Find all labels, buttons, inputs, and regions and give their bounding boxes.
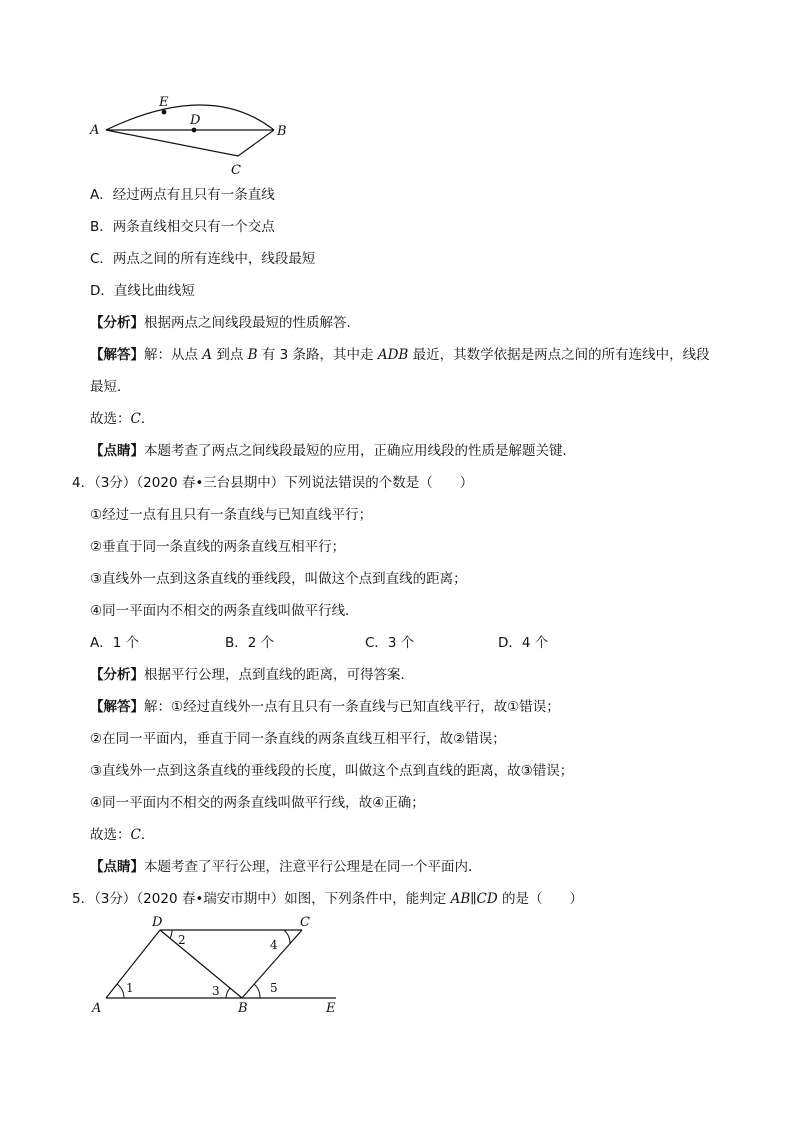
q3-option-a: A．经过两点有且只有一条直线 — [90, 187, 275, 203]
q4-answer-line4: ④同一平面内不相交的两条直线叫做平行线，故④正确； — [90, 795, 425, 811]
q4-option-d: D．4 个 — [498, 635, 549, 651]
q5-stem-pre: 5．（3分）（2020 春•瑞安市期中）如图，下列条件中，能判定 — [72, 891, 451, 907]
q4-stem: 4．（3分）（2020 春•三台县期中）下列说法错误的个数是（ ） — [72, 475, 474, 491]
q4-option-a: A．1 个 — [90, 635, 140, 651]
figure-adb-paths — [80, 90, 310, 180]
comment-text: 本题考查了平行公理，注意平行公理是在同一个平面内． — [144, 859, 482, 875]
label-D: D — [190, 113, 201, 128]
comment-tag: 【点睛】 — [90, 859, 144, 875]
analysis-tag: 【分析】 — [90, 315, 144, 331]
q5-stem-post: 的是（ ） — [497, 891, 583, 907]
q4-option-c: C．3 个 — [365, 635, 415, 651]
angle-1: 1 — [126, 981, 134, 995]
analysis-tag: 【分析】 — [90, 667, 144, 683]
label-B: B — [238, 1001, 248, 1016]
label-E: E — [159, 95, 169, 110]
choice-end: ． — [140, 827, 155, 843]
answer-tag: 【解答】 — [90, 347, 144, 363]
answer-line1: 解：①经过直线外一点有且只有一条直线与已知直线平行，故①错误； — [144, 699, 560, 715]
choice-label: 故选： — [90, 827, 131, 843]
choice-value: C — [130, 827, 141, 843]
analysis-text: 根据平行公理，点到直线的距离，可得答案． — [144, 667, 414, 683]
label-A: A — [92, 1001, 102, 1016]
q4-statement-1: ①经过一点有且只有一条直线与已知直线平行； — [90, 507, 373, 523]
label-E: E — [326, 1001, 336, 1016]
comment-tag: 【点睛】 — [90, 443, 144, 459]
q4-analysis — [90, 665, 414, 685]
q4-statement-3: ③直线外一点到这条直线的垂线段，叫做这个点到直线的距离； — [90, 571, 467, 587]
q3-option-b: B．两条直线相交只有一个交点 — [90, 219, 275, 235]
answer-text-part: 最近，其数学依据是两点之间的所有连线中，线段 — [408, 347, 710, 363]
math-var: A — [202, 347, 213, 363]
label-A: A — [90, 123, 100, 138]
q5-stem-math: AB∥CD — [450, 891, 498, 907]
answer-text-part: 解：从点 — [144, 347, 203, 363]
angle-5: 5 — [270, 981, 278, 995]
q4-statement-2: ②垂直于同一条直线的两条直线互相平行； — [90, 539, 346, 555]
q3-analysis — [90, 313, 360, 333]
q3-option-d: D．直线比曲线短 — [90, 283, 195, 299]
answer-tag: 【解答】 — [90, 699, 144, 715]
q3-answer-line2: 最短． — [90, 379, 131, 395]
choice-value: C — [130, 411, 141, 427]
q4-options — [90, 633, 690, 653]
angle-3: 3 — [212, 984, 220, 998]
comment-text: 本题考查了两点之间线段最短的应用，正确应用线段的性质是解题关键． — [144, 443, 576, 459]
q4-comment — [90, 857, 482, 877]
q4-statement-4: ④同一平面内不相交的两条直线叫做平行线． — [90, 603, 359, 619]
angle-4: 4 — [270, 938, 278, 952]
q4-choice — [90, 825, 154, 845]
q5-stem — [72, 889, 583, 909]
choice-label: 故选： — [90, 411, 131, 427]
angle-2: 2 — [178, 933, 186, 947]
math-var: ADB — [377, 347, 409, 363]
q4-answer-line2: ②在同一平面内，垂直于同一条直线的两条直线互相平行，故②错误； — [90, 731, 506, 747]
label-D: D — [152, 915, 163, 930]
math-var: B — [247, 347, 258, 363]
figure-parallel-lines — [88, 912, 358, 1020]
analysis-text: 根据两点之间线段最短的性质解答． — [144, 315, 360, 331]
q4-answer-line3: ③直线外一点到这条直线的垂线段的长度，叫做这个点到直线的距离，故③错误； — [90, 763, 574, 779]
q3-choice — [90, 409, 154, 429]
q4-option-b: B．2 个 — [225, 635, 275, 651]
answer-text-part: 有 3 条路，其中走 — [257, 347, 378, 363]
label-B: B — [277, 124, 287, 139]
q3-comment — [90, 441, 576, 461]
q4-answer — [90, 697, 560, 717]
choice-end: ． — [140, 411, 155, 427]
label-C: C — [231, 163, 241, 178]
q3-option-c: C．两点之间的所有连线中，线段最短 — [90, 251, 316, 267]
q3-answer — [90, 345, 710, 365]
answer-text-part: 到点 — [212, 347, 248, 363]
label-C: C — [300, 915, 310, 930]
